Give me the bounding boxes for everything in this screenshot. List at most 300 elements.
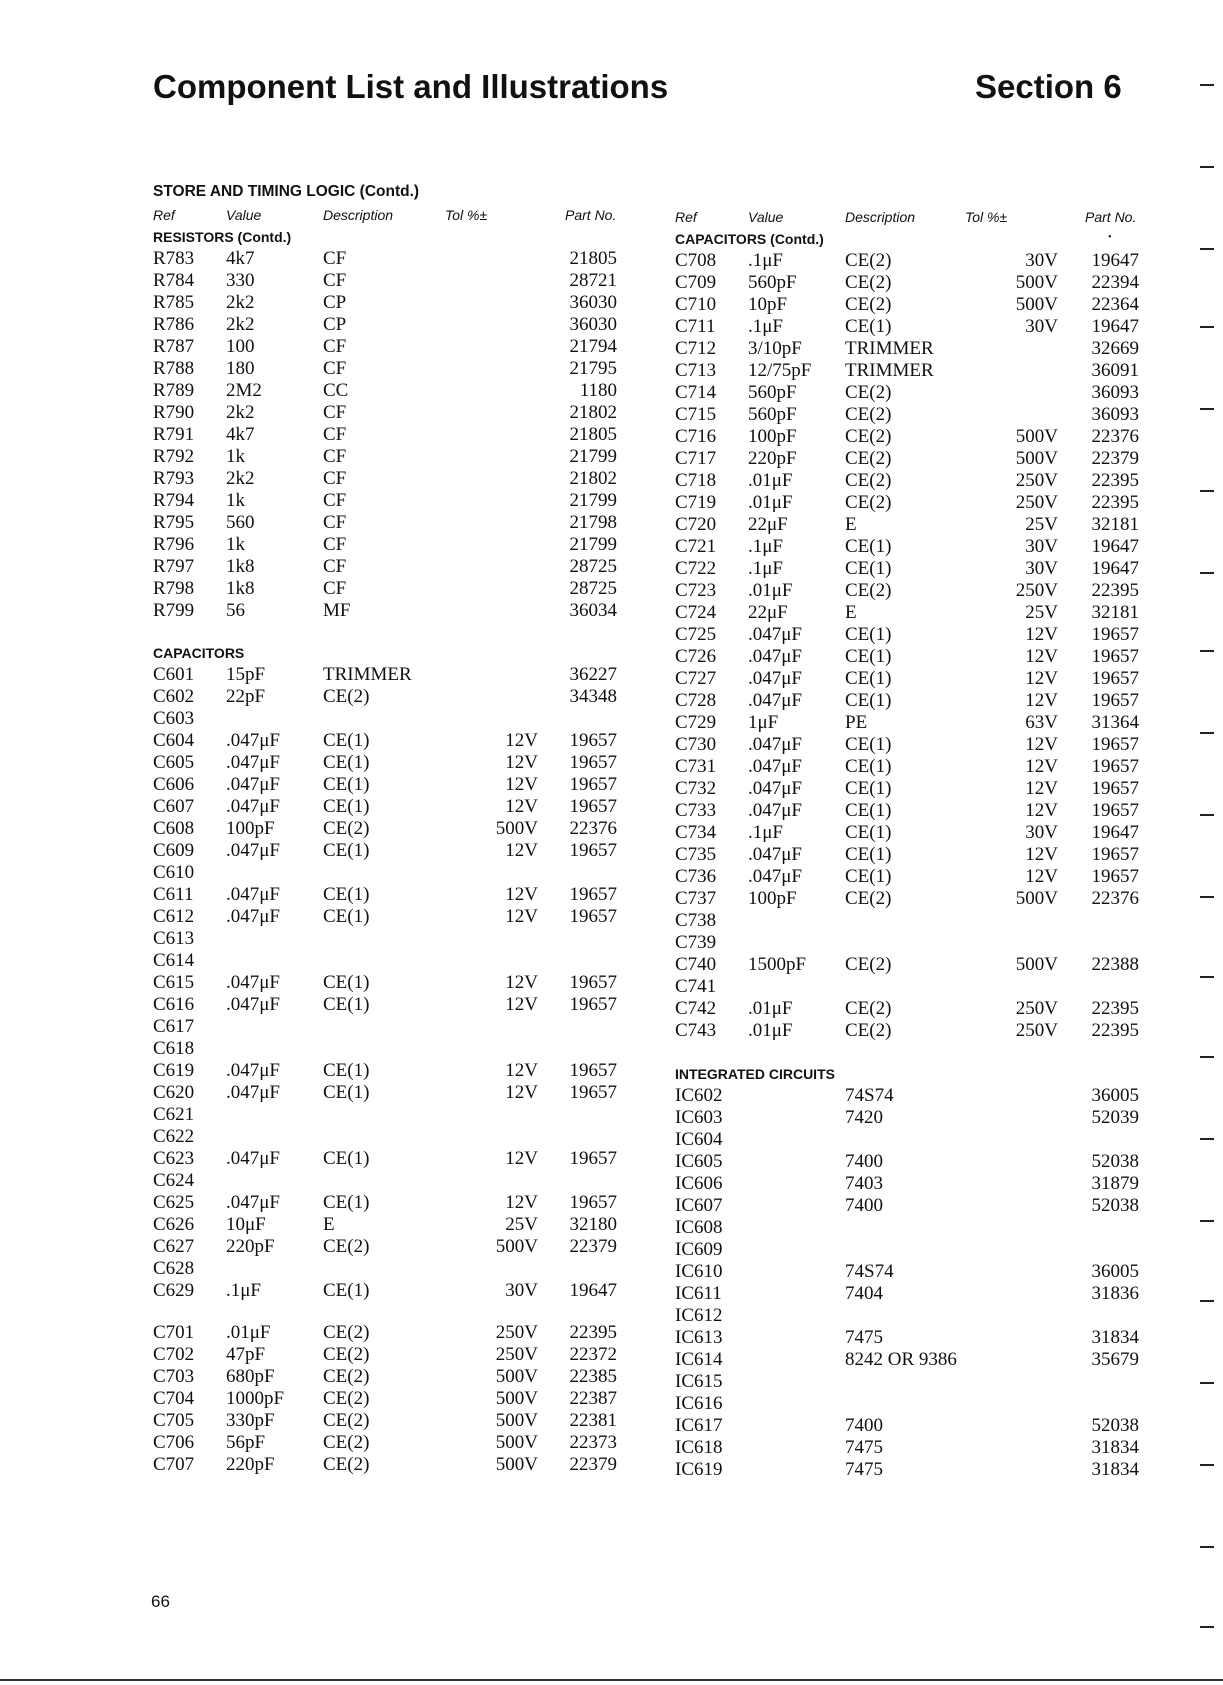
part-number-cell: 21805 bbox=[569, 424, 617, 445]
tolerance-cell: 250V bbox=[1015, 998, 1058, 1019]
part-number-cell: 36093 bbox=[1091, 404, 1139, 425]
value-cell: .047μF bbox=[748, 734, 803, 755]
value-cell: 180 bbox=[226, 358, 255, 379]
description-cell: CF bbox=[323, 512, 347, 533]
description-cell: CF bbox=[323, 534, 347, 555]
tolerance-cell: 500V bbox=[495, 1454, 538, 1475]
ref-cell: C726 bbox=[675, 646, 717, 667]
tolerance-cell: 25V bbox=[1025, 602, 1058, 623]
tolerance-cell: 12V bbox=[1025, 778, 1058, 799]
table-row bbox=[0, 316, 1223, 338]
description-cell: CE(2) bbox=[323, 1236, 370, 1257]
ref-cell: C735 bbox=[675, 844, 717, 865]
value-cell: .047μF bbox=[226, 752, 281, 773]
part-number-cell: 19657 bbox=[569, 1082, 617, 1103]
tolerance-cell: 500V bbox=[495, 1388, 538, 1409]
ref-cell: C740 bbox=[675, 954, 717, 975]
table-row bbox=[0, 1085, 1223, 1107]
ref-cell: IC619 bbox=[675, 1459, 723, 1480]
value-cell: .01μF bbox=[748, 470, 793, 491]
part-number-cell: 19657 bbox=[569, 972, 617, 993]
part-number-cell: 19657 bbox=[569, 840, 617, 861]
value-cell: 1k8 bbox=[226, 556, 255, 577]
tolerance-cell: 12V bbox=[1025, 756, 1058, 777]
part-number-cell: 21798 bbox=[569, 512, 617, 533]
description-cell: CF bbox=[323, 468, 347, 489]
value-cell: .047μF bbox=[226, 796, 281, 817]
part-number-cell: 36227 bbox=[569, 664, 617, 685]
edge-mark bbox=[1200, 976, 1214, 978]
part-number-cell: 52038 bbox=[1091, 1195, 1139, 1216]
edge-mark bbox=[1200, 248, 1214, 250]
value-cell: 560pF bbox=[748, 382, 797, 403]
table-row bbox=[0, 822, 1223, 844]
description-cell: CP bbox=[323, 292, 347, 313]
page-number: 66 bbox=[151, 1592, 170, 1611]
value-cell: .01μF bbox=[748, 492, 793, 513]
ref-cell: IC604 bbox=[675, 1129, 723, 1150]
value-cell: .1μF bbox=[748, 250, 784, 271]
value-cell: 1k bbox=[226, 446, 245, 467]
part-number-cell: 31834 bbox=[1091, 1437, 1139, 1458]
part-number-cell: 22376 bbox=[1091, 426, 1139, 447]
ref-cell: C741 bbox=[675, 976, 717, 997]
description-cell: TRIMMER bbox=[845, 360, 934, 381]
value-cell: 100pF bbox=[226, 818, 275, 839]
ref-cell: C609 bbox=[153, 840, 195, 861]
edge-mark bbox=[1200, 1220, 1214, 1222]
ref-cell: C710 bbox=[675, 294, 717, 315]
table-row bbox=[0, 1239, 1223, 1261]
description-cell: CE(1) bbox=[845, 624, 892, 645]
table-row bbox=[0, 1327, 1223, 1349]
part-number-cell: 32181 bbox=[1091, 602, 1139, 623]
tolerance-cell: 12V bbox=[505, 972, 538, 993]
description-cell: CE(1) bbox=[323, 840, 370, 861]
ref-cell: C733 bbox=[675, 800, 717, 821]
table-row bbox=[0, 668, 1223, 690]
part-number-cell: 19657 bbox=[569, 994, 617, 1015]
description-cell: E bbox=[323, 1214, 335, 1235]
value-cell: 330pF bbox=[226, 1410, 275, 1431]
edge-mark bbox=[1200, 1546, 1214, 1548]
edge-mark bbox=[1200, 1626, 1214, 1628]
tolerance-cell: 500V bbox=[1015, 272, 1058, 293]
ref-cell: C607 bbox=[153, 796, 195, 817]
part-number-cell: 19657 bbox=[569, 752, 617, 773]
description-cell: CE(1) bbox=[845, 844, 892, 865]
description-cell: CE(2) bbox=[323, 1432, 370, 1453]
ref-cell: C613 bbox=[153, 928, 195, 949]
col-header-value: Value bbox=[748, 209, 784, 225]
value-cell: 1500pF bbox=[748, 954, 807, 975]
part-number-cell: 22395 bbox=[1091, 1020, 1139, 1041]
part-number-cell: 19657 bbox=[1091, 800, 1139, 821]
description-cell: CE(1) bbox=[845, 646, 892, 667]
part-number-cell: 22395 bbox=[569, 1322, 617, 1343]
ref-cell: C629 bbox=[153, 1280, 195, 1301]
ref-cell: C626 bbox=[153, 1214, 195, 1235]
ref-cell: C718 bbox=[675, 470, 717, 491]
ref-cell: C707 bbox=[153, 1454, 195, 1475]
ref-cell: C706 bbox=[153, 1432, 195, 1453]
table-row bbox=[0, 338, 1223, 360]
part-number-cell: 21799 bbox=[569, 490, 617, 511]
value-cell: .047μF bbox=[226, 1082, 281, 1103]
value-cell: .047μF bbox=[226, 730, 281, 751]
ref-cell: C743 bbox=[675, 1020, 717, 1041]
value-cell: .047μF bbox=[226, 884, 281, 905]
ref-cell: C622 bbox=[153, 1126, 195, 1147]
ref-cell: C701 bbox=[153, 1322, 195, 1343]
ref-cell: C621 bbox=[153, 1104, 195, 1125]
tolerance-cell: 12V bbox=[1025, 844, 1058, 865]
part-number-cell: 36034 bbox=[569, 600, 617, 621]
part-number-cell: 31364 bbox=[1091, 712, 1139, 733]
table-row bbox=[0, 580, 1223, 602]
edge-mark bbox=[1200, 732, 1214, 734]
part-number-cell: 36091 bbox=[1091, 360, 1139, 381]
description-cell: CF bbox=[323, 578, 347, 599]
part-number-cell: 21802 bbox=[569, 468, 617, 489]
part-number-cell: 21799 bbox=[569, 446, 617, 467]
description-cell: CF bbox=[323, 490, 347, 511]
description-cell: 74S74 bbox=[845, 1261, 894, 1282]
description-cell: CE(2) bbox=[845, 250, 892, 271]
value-cell: .01μF bbox=[748, 580, 793, 601]
value-cell: 330 bbox=[226, 270, 255, 291]
value-cell: 4k7 bbox=[226, 424, 255, 445]
edge-mark bbox=[1200, 896, 1214, 898]
description-cell: CF bbox=[323, 336, 347, 357]
part-number-cell: 22394 bbox=[1091, 272, 1139, 293]
value-cell: 2k2 bbox=[226, 402, 255, 423]
value-cell: 2k2 bbox=[226, 314, 255, 335]
edge-mark bbox=[1200, 814, 1214, 816]
part-number-cell: 36093 bbox=[1091, 382, 1139, 403]
table-row bbox=[0, 1415, 1223, 1437]
part-number-cell: 22381 bbox=[569, 1410, 617, 1431]
ref-cell: C704 bbox=[153, 1388, 195, 1409]
tolerance-cell: 12V bbox=[1025, 800, 1058, 821]
description-cell: TRIMMER bbox=[845, 338, 934, 359]
description-cell: CE(2) bbox=[845, 470, 892, 491]
part-number-cell: 22395 bbox=[1091, 470, 1139, 491]
description-cell: CF bbox=[323, 358, 347, 379]
ref-cell: R793 bbox=[153, 468, 195, 489]
value-cell: .047μF bbox=[226, 1192, 281, 1213]
part-number-cell: 32669 bbox=[1091, 338, 1139, 359]
description-cell: CE(1) bbox=[845, 690, 892, 711]
tolerance-cell: 12V bbox=[505, 1082, 538, 1103]
table-row bbox=[0, 514, 1223, 536]
ref-cell: R784 bbox=[153, 270, 195, 291]
part-number-cell: 36005 bbox=[1091, 1261, 1139, 1282]
description-cell: CE(1) bbox=[323, 906, 370, 927]
edge-mark bbox=[1200, 1382, 1214, 1384]
edge-mark bbox=[1200, 1056, 1214, 1058]
table-row bbox=[0, 1261, 1223, 1283]
margin-dot: • bbox=[1108, 232, 1112, 243]
part-number-cell: 21802 bbox=[569, 402, 617, 423]
ref-cell: R790 bbox=[153, 402, 195, 423]
description-cell: CE(1) bbox=[845, 536, 892, 557]
col-header-tol: Tol %± bbox=[965, 209, 1008, 225]
ref-cell: C618 bbox=[153, 1038, 195, 1059]
ref-cell: C603 bbox=[153, 708, 195, 729]
description-cell: CE(1) bbox=[323, 730, 370, 751]
table-row bbox=[0, 492, 1223, 514]
tolerance-cell: 12V bbox=[505, 884, 538, 905]
description-cell: CE(2) bbox=[845, 448, 892, 469]
part-number-cell: 28725 bbox=[569, 556, 617, 577]
tolerance-cell: 500V bbox=[495, 1236, 538, 1257]
ref-cell: C722 bbox=[675, 558, 717, 579]
table-row bbox=[0, 1151, 1223, 1173]
tolerance-cell: 12V bbox=[505, 730, 538, 751]
table-row bbox=[0, 1173, 1223, 1195]
table-row bbox=[0, 756, 1223, 778]
ref-cell: R788 bbox=[153, 358, 195, 379]
ref-cell: IC617 bbox=[675, 1415, 723, 1436]
tolerance-cell: 12V bbox=[1025, 646, 1058, 667]
value-cell: 22μF bbox=[748, 602, 788, 623]
part-number-cell: 35679 bbox=[1091, 1349, 1139, 1370]
ref-cell: C615 bbox=[153, 972, 195, 993]
table-row bbox=[0, 272, 1223, 294]
ref-cell: C734 bbox=[675, 822, 717, 843]
description-cell: CF bbox=[323, 402, 347, 423]
ref-cell: C720 bbox=[675, 514, 717, 535]
table-row bbox=[0, 1437, 1223, 1459]
tolerance-cell: 12V bbox=[505, 994, 538, 1015]
description-cell: CE(1) bbox=[323, 1192, 370, 1213]
description-cell: CE(1) bbox=[845, 822, 892, 843]
part-number-cell: 22379 bbox=[1091, 448, 1139, 469]
description-cell: 8242 OR 9386 bbox=[845, 1349, 957, 1370]
description-cell: CF bbox=[323, 556, 347, 577]
resistors-title: RESISTORS (Contd.) bbox=[153, 229, 292, 245]
table-row bbox=[0, 1393, 1223, 1415]
value-cell: 680pF bbox=[226, 1366, 275, 1387]
ref-cell: C604 bbox=[153, 730, 195, 751]
part-number-cell: 22395 bbox=[1091, 580, 1139, 601]
tolerance-cell: 500V bbox=[495, 1432, 538, 1453]
tolerance-cell: 500V bbox=[1015, 888, 1058, 909]
ref-cell: R798 bbox=[153, 578, 195, 599]
tolerance-cell: 12V bbox=[1025, 668, 1058, 689]
ref-cell: IC612 bbox=[675, 1305, 723, 1326]
ref-cell: C708 bbox=[675, 250, 717, 271]
ref-cell: R783 bbox=[153, 248, 195, 269]
table-row bbox=[0, 624, 1223, 646]
ref-cell: C719 bbox=[675, 492, 717, 513]
description-cell: 7475 bbox=[845, 1437, 883, 1458]
ref-cell: C628 bbox=[153, 1258, 195, 1279]
ref-cell: C732 bbox=[675, 778, 717, 799]
part-number-cell: 22372 bbox=[569, 1344, 617, 1365]
value-cell: 56pF bbox=[226, 1432, 266, 1453]
table-row bbox=[0, 734, 1223, 756]
ref-cell: R785 bbox=[153, 292, 195, 313]
table-row bbox=[0, 888, 1223, 910]
table-row bbox=[0, 712, 1223, 734]
value-cell: 1k8 bbox=[226, 578, 255, 599]
edge-mark bbox=[1200, 1138, 1214, 1140]
value-cell: 22pF bbox=[226, 686, 266, 707]
tolerance-cell: 500V bbox=[1015, 294, 1058, 315]
description-cell: CE(1) bbox=[323, 972, 370, 993]
value-cell: .1μF bbox=[748, 536, 784, 557]
description-cell: CC bbox=[323, 380, 349, 401]
part-number-cell: 19657 bbox=[569, 1192, 617, 1213]
tolerance-cell: 500V bbox=[495, 818, 538, 839]
tolerance-cell: 25V bbox=[1025, 514, 1058, 535]
ref-cell: C620 bbox=[153, 1082, 195, 1103]
value-cell: .1μF bbox=[226, 1280, 262, 1301]
value-cell: .047μF bbox=[748, 646, 803, 667]
table-row bbox=[0, 536, 1223, 558]
ref-cell: C625 bbox=[153, 1192, 195, 1213]
ref-cell: R794 bbox=[153, 490, 195, 511]
description-cell: 7400 bbox=[845, 1195, 883, 1216]
part-number-cell: 19657 bbox=[1091, 624, 1139, 645]
value-cell: 220pF bbox=[748, 448, 797, 469]
table-row bbox=[0, 1371, 1223, 1393]
ref-cell: C736 bbox=[675, 866, 717, 887]
description-cell: CE(2) bbox=[323, 818, 370, 839]
table-row bbox=[0, 646, 1223, 668]
description-cell: CE(2) bbox=[845, 294, 892, 315]
part-number-cell: 19657 bbox=[569, 906, 617, 927]
tolerance-cell: 250V bbox=[1015, 470, 1058, 491]
tolerance-cell: 12V bbox=[1025, 624, 1058, 645]
ref-cell: IC610 bbox=[675, 1261, 723, 1282]
ref-cell: R786 bbox=[153, 314, 195, 335]
ref-cell: C723 bbox=[675, 580, 717, 601]
table-row bbox=[0, 998, 1223, 1020]
tolerance-cell: 12V bbox=[505, 774, 538, 795]
edge-mark bbox=[1200, 1300, 1214, 1302]
value-cell: .1μF bbox=[748, 558, 784, 579]
part-number-cell: 34348 bbox=[569, 686, 617, 707]
part-number-cell: 52038 bbox=[1091, 1151, 1139, 1172]
tolerance-cell: 63V bbox=[1025, 712, 1058, 733]
part-number-cell: 19647 bbox=[1091, 536, 1139, 557]
value-cell: .047μF bbox=[748, 800, 803, 821]
description-cell: MF bbox=[323, 600, 351, 621]
ref-cell: IC611 bbox=[675, 1283, 722, 1304]
part-number-cell: 31834 bbox=[1091, 1459, 1139, 1480]
capacitors-contd-title: CAPACITORS (Contd.) bbox=[675, 231, 824, 247]
col-header-value: Value bbox=[226, 207, 262, 223]
table-row bbox=[0, 558, 1223, 580]
description-cell: 7475 bbox=[845, 1327, 883, 1348]
description-cell: CF bbox=[323, 248, 347, 269]
value-cell: 100 bbox=[226, 336, 255, 357]
value-cell: 2k2 bbox=[226, 468, 255, 489]
ref-cell: C728 bbox=[675, 690, 717, 711]
part-number-cell: 22364 bbox=[1091, 294, 1139, 315]
description-cell: 7404 bbox=[845, 1283, 883, 1304]
section-heading: STORE AND TIMING LOGIC (Contd.) bbox=[153, 183, 420, 200]
ref-cell: R795 bbox=[153, 512, 195, 533]
value-cell: .047μF bbox=[226, 972, 281, 993]
part-number-cell: 28725 bbox=[569, 578, 617, 599]
description-cell: 7400 bbox=[845, 1151, 883, 1172]
description-cell: CE(2) bbox=[845, 954, 892, 975]
value-cell: 10pF bbox=[748, 294, 788, 315]
description-cell: 7475 bbox=[845, 1459, 883, 1480]
table-row bbox=[0, 690, 1223, 712]
ref-cell: C717 bbox=[675, 448, 717, 469]
tolerance-cell: 250V bbox=[1015, 492, 1058, 513]
part-number-cell: 28721 bbox=[569, 270, 617, 291]
table-row bbox=[0, 866, 1223, 888]
tolerance-cell: 500V bbox=[495, 1366, 538, 1387]
ref-cell: R797 bbox=[153, 556, 195, 577]
ref-cell: C709 bbox=[675, 272, 717, 293]
col-header-description: Description bbox=[323, 207, 394, 223]
col-header-part: Part No. bbox=[1085, 209, 1137, 225]
edge-mark bbox=[1200, 408, 1214, 410]
tolerance-cell: 12V bbox=[1025, 690, 1058, 711]
edge-mark bbox=[1200, 166, 1214, 168]
value-cell: .047μF bbox=[748, 756, 803, 777]
tolerance-cell: 500V bbox=[1015, 448, 1058, 469]
description-cell: CE(1) bbox=[845, 778, 892, 799]
table-row bbox=[0, 360, 1223, 382]
part-number-cell: 31879 bbox=[1091, 1173, 1139, 1194]
tolerance-cell: 30V bbox=[1025, 558, 1058, 579]
value-cell: .047μF bbox=[748, 844, 803, 865]
ref-cell: C712 bbox=[675, 338, 717, 359]
edge-mark bbox=[1200, 572, 1214, 574]
description-cell: CE(2) bbox=[845, 580, 892, 601]
part-number-cell: 19647 bbox=[1091, 316, 1139, 337]
value-cell: .047μF bbox=[748, 866, 803, 887]
ref-cell: IC614 bbox=[675, 1349, 723, 1370]
value-cell: 1k bbox=[226, 534, 245, 555]
description-cell: CE(1) bbox=[323, 1082, 370, 1103]
description-cell: CE(1) bbox=[323, 1148, 370, 1169]
page-title: Component List and Illustrations bbox=[153, 68, 669, 105]
ref-cell: C727 bbox=[675, 668, 717, 689]
part-number-cell: 22395 bbox=[1091, 492, 1139, 513]
tolerance-cell: 30V bbox=[1025, 250, 1058, 271]
description-cell: CF bbox=[323, 424, 347, 445]
description-cell: CE(1) bbox=[845, 734, 892, 755]
value-cell: 22μF bbox=[748, 514, 788, 535]
ref-cell: C729 bbox=[675, 712, 717, 733]
value-cell: 1μF bbox=[748, 712, 779, 733]
table-row bbox=[0, 800, 1223, 822]
table-row bbox=[0, 1283, 1223, 1305]
ref-cell: R787 bbox=[153, 336, 195, 357]
description-cell: 74S74 bbox=[845, 1085, 894, 1106]
value-cell: .047μF bbox=[226, 1060, 281, 1081]
part-number-cell: 32181 bbox=[1091, 514, 1139, 535]
section-title: Section 6 bbox=[975, 68, 1122, 105]
part-number-cell: 21794 bbox=[569, 336, 617, 357]
description-cell: CE(2) bbox=[845, 426, 892, 447]
part-number-cell: 22379 bbox=[569, 1236, 617, 1257]
tolerance-cell: 30V bbox=[505, 1280, 538, 1301]
description-cell: CE(2) bbox=[845, 888, 892, 909]
tolerance-cell: 250V bbox=[495, 1322, 538, 1343]
table-row bbox=[0, 426, 1223, 448]
ref-cell: C737 bbox=[675, 888, 717, 909]
